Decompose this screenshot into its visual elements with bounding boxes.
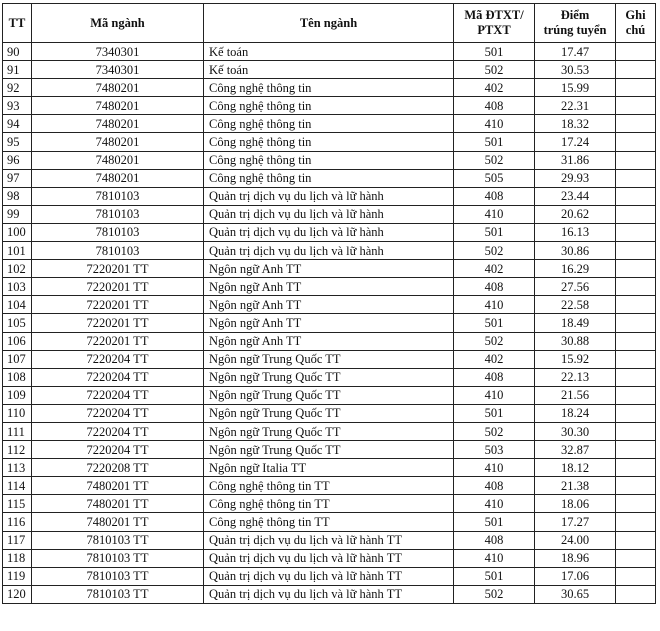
header-tt	[3, 4, 32, 43]
cell-ghi-chu	[616, 151, 656, 169]
table-row	[3, 278, 656, 296]
cell-ma-dtxt: 501	[454, 567, 535, 585]
table-row	[3, 151, 656, 169]
cell-ghi-chu	[616, 97, 656, 115]
table-row	[3, 585, 656, 603]
cell-tt: 91	[3, 61, 32, 79]
cell-ten-nganh: Ngôn ngữ Anh TT	[204, 314, 454, 332]
cell-tt: 95	[3, 133, 32, 151]
cell-ghi-chu	[616, 332, 656, 350]
cell-ghi-chu	[616, 242, 656, 260]
cell-tt: 114	[3, 477, 32, 495]
cell-ma-dtxt: 408	[454, 531, 535, 549]
cell-ma-nganh: 7480201	[32, 97, 204, 115]
cell-ten-nganh: Công nghệ thông tin	[204, 97, 454, 115]
cell-ma-nganh: 7480201	[32, 115, 204, 133]
cell-ma-nganh: 7480201 TT	[32, 513, 204, 531]
cell-ma-dtxt: 501	[454, 404, 535, 422]
cell-tt: 90	[3, 43, 32, 61]
cell-ten-nganh: Ngôn ngữ Trung Quốc TT	[204, 404, 454, 422]
cell-ma-dtxt: 502	[454, 422, 535, 440]
table-row	[3, 115, 656, 133]
header-row	[3, 4, 656, 43]
cell-ma-nganh: 7340301	[32, 61, 204, 79]
cell-tt: 107	[3, 350, 32, 368]
cell-ma-dtxt: 410	[454, 115, 535, 133]
table-row	[3, 567, 656, 585]
cell-tt: 104	[3, 296, 32, 314]
cell-ma-dtxt: 502	[454, 332, 535, 350]
cell-ten-nganh: Ngôn ngữ Trung Quốc TT	[204, 441, 454, 459]
table-row	[3, 422, 656, 440]
cell-ten-nganh: Công nghệ thông tin TT	[204, 495, 454, 513]
cell-ma-nganh: 7810103 TT	[32, 567, 204, 585]
table-row	[3, 459, 656, 477]
cell-diem-trung-tuyen: 22.13	[535, 368, 616, 386]
cell-diem-trung-tuyen: 30.65	[535, 585, 616, 603]
cell-ma-nganh: 7220201 TT	[32, 314, 204, 332]
cell-diem-trung-tuyen: 31.86	[535, 151, 616, 169]
cell-ma-dtxt: 502	[454, 151, 535, 169]
cell-diem-trung-tuyen: 17.24	[535, 133, 616, 151]
cell-ghi-chu	[616, 61, 656, 79]
cell-diem-trung-tuyen: 23.44	[535, 187, 616, 205]
cell-ma-nganh: 7220208 TT	[32, 459, 204, 477]
cell-ma-nganh: 7810103	[32, 187, 204, 205]
table-header	[3, 4, 656, 43]
cell-diem-trung-tuyen: 15.92	[535, 350, 616, 368]
cell-tt: 110	[3, 404, 32, 422]
cell-diem-trung-tuyen: 15.99	[535, 79, 616, 97]
cell-ghi-chu	[616, 115, 656, 133]
cell-tt: 94	[3, 115, 32, 133]
cell-ten-nganh: Công nghệ thông tin TT	[204, 477, 454, 495]
header-tt-label: TT	[8, 15, 26, 30]
cell-diem-trung-tuyen: 16.29	[535, 260, 616, 278]
cell-ma-dtxt: 501	[454, 133, 535, 151]
cell-tt: 118	[3, 549, 32, 567]
cell-ma-nganh: 7810103	[32, 205, 204, 223]
cell-tt: 108	[3, 368, 32, 386]
cell-ma-nganh: 7810103 TT	[32, 549, 204, 567]
table-row	[3, 43, 656, 61]
table-row	[3, 260, 656, 278]
cell-ghi-chu	[616, 350, 656, 368]
cell-tt: 109	[3, 386, 32, 404]
cell-diem-trung-tuyen: 18.96	[535, 549, 616, 567]
table-body	[3, 43, 656, 604]
cell-ghi-chu	[616, 549, 656, 567]
cell-diem-trung-tuyen: 30.53	[535, 61, 616, 79]
cell-diem-trung-tuyen: 18.49	[535, 314, 616, 332]
cell-diem-trung-tuyen: 17.27	[535, 513, 616, 531]
cell-ghi-chu	[616, 260, 656, 278]
cell-ma-nganh: 7220201 TT	[32, 260, 204, 278]
header-ma-dtxt-line1: Mã ĐTXT/	[464, 8, 524, 22]
cell-ma-dtxt: 410	[454, 205, 535, 223]
table-row	[3, 79, 656, 97]
cell-ma-dtxt: 402	[454, 350, 535, 368]
cell-ma-nganh: 7220204 TT	[32, 422, 204, 440]
header-ma-dtxt	[454, 4, 535, 43]
cell-diem-trung-tuyen: 18.12	[535, 459, 616, 477]
cell-ghi-chu	[616, 495, 656, 513]
cell-ghi-chu	[616, 422, 656, 440]
table-row	[3, 61, 656, 79]
cell-ghi-chu	[616, 404, 656, 422]
cell-ghi-chu	[616, 441, 656, 459]
cell-ma-nganh: 7220201 TT	[32, 332, 204, 350]
cell-ma-dtxt: 410	[454, 386, 535, 404]
cell-ma-dtxt: 410	[454, 296, 535, 314]
cell-ghi-chu	[616, 187, 656, 205]
header-ma-dtxt-line2: PTXT	[477, 23, 511, 37]
cell-ma-dtxt: 505	[454, 169, 535, 187]
cell-tt: 111	[3, 422, 32, 440]
cell-ten-nganh: Quản trị dịch vụ du lịch và lữ hành TT	[204, 585, 454, 603]
cell-ten-nganh: Công nghệ thông tin	[204, 115, 454, 133]
cell-ghi-chu	[616, 386, 656, 404]
cell-ma-dtxt: 410	[454, 495, 535, 513]
cell-ma-nganh: 7810103	[32, 242, 204, 260]
cell-ghi-chu	[616, 278, 656, 296]
cell-ma-nganh: 7220204 TT	[32, 368, 204, 386]
cell-diem-trung-tuyen: 27.56	[535, 278, 616, 296]
table-row	[3, 404, 656, 422]
cell-tt: 105	[3, 314, 32, 332]
header-ghi-chu-line2: chú	[625, 23, 646, 37]
cell-ma-dtxt: 402	[454, 79, 535, 97]
cell-ghi-chu	[616, 133, 656, 151]
cell-diem-trung-tuyen: 17.47	[535, 43, 616, 61]
cell-diem-trung-tuyen: 20.62	[535, 205, 616, 223]
header-diem-line1: Điểm	[560, 8, 590, 22]
cell-tt: 116	[3, 513, 32, 531]
cell-tt: 101	[3, 242, 32, 260]
cell-ten-nganh: Ngôn ngữ Trung Quốc TT	[204, 368, 454, 386]
cell-ten-nganh: Công nghệ thông tin	[204, 79, 454, 97]
cell-ghi-chu	[616, 459, 656, 477]
header-ghi-chu	[616, 4, 656, 43]
cell-ma-dtxt: 502	[454, 585, 535, 603]
cell-ma-nganh: 7480201	[32, 133, 204, 151]
header-ma-nganh	[32, 4, 204, 43]
table-row	[3, 350, 656, 368]
cell-ghi-chu	[616, 567, 656, 585]
cell-diem-trung-tuyen: 21.38	[535, 477, 616, 495]
cell-ma-dtxt: 408	[454, 477, 535, 495]
table-row	[3, 531, 656, 549]
cell-ma-dtxt: 502	[454, 242, 535, 260]
cell-ten-nganh: Công nghệ thông tin	[204, 133, 454, 151]
cell-diem-trung-tuyen: 30.86	[535, 242, 616, 260]
table-row	[3, 332, 656, 350]
table-row	[3, 513, 656, 531]
cell-ten-nganh: Ngôn ngữ Anh TT	[204, 332, 454, 350]
cell-ten-nganh: Quản trị dịch vụ du lịch và lữ hành TT	[204, 549, 454, 567]
cell-ghi-chu	[616, 477, 656, 495]
cell-diem-trung-tuyen: 30.30	[535, 422, 616, 440]
cell-tt: 97	[3, 169, 32, 187]
header-ten-nganh-label: Tên ngành	[299, 15, 358, 30]
header-diem	[535, 4, 616, 43]
table-row	[3, 386, 656, 404]
cell-ma-nganh: 7220201 TT	[32, 296, 204, 314]
cell-ma-dtxt: 410	[454, 549, 535, 567]
cell-tt: 117	[3, 531, 32, 549]
cell-ma-dtxt: 408	[454, 278, 535, 296]
cell-tt: 99	[3, 205, 32, 223]
cell-ten-nganh: Quản trị dịch vụ du lịch và lữ hành	[204, 187, 454, 205]
cell-ma-nganh: 7220204 TT	[32, 350, 204, 368]
cell-tt: 98	[3, 187, 32, 205]
cell-ma-nganh: 7480201 TT	[32, 495, 204, 513]
header-diem-line2: trúng tuyển	[543, 23, 607, 37]
cell-ma-nganh: 7340301	[32, 43, 204, 61]
cell-ma-nganh: 7480201	[32, 151, 204, 169]
cell-ghi-chu	[616, 223, 656, 241]
table-row	[3, 368, 656, 386]
cell-ghi-chu	[616, 205, 656, 223]
cell-ten-nganh: Quản trị dịch vụ du lịch và lữ hành	[204, 223, 454, 241]
table-row	[3, 296, 656, 314]
cell-diem-trung-tuyen: 32.87	[535, 441, 616, 459]
header-ten-nganh	[204, 4, 454, 43]
cell-ten-nganh: Kế toán	[204, 61, 454, 79]
cell-tt: 106	[3, 332, 32, 350]
cell-ghi-chu	[616, 169, 656, 187]
cell-ma-dtxt: 501	[454, 513, 535, 531]
cell-diem-trung-tuyen: 29.93	[535, 169, 616, 187]
cell-tt: 92	[3, 79, 32, 97]
cell-ma-nganh: 7220204 TT	[32, 404, 204, 422]
cell-ten-nganh: Quản trị dịch vụ du lịch và lữ hành	[204, 205, 454, 223]
cell-tt: 103	[3, 278, 32, 296]
table-row	[3, 495, 656, 513]
cell-ten-nganh: Công nghệ thông tin TT	[204, 513, 454, 531]
cell-tt: 115	[3, 495, 32, 513]
cell-tt: 96	[3, 151, 32, 169]
cell-ma-nganh: 7220204 TT	[32, 441, 204, 459]
cell-ten-nganh: Ngôn ngữ Italia TT	[204, 459, 454, 477]
cell-tt: 113	[3, 459, 32, 477]
cell-ma-dtxt: 501	[454, 223, 535, 241]
cell-diem-trung-tuyen: 30.88	[535, 332, 616, 350]
cell-ghi-chu	[616, 296, 656, 314]
cell-diem-trung-tuyen: 18.24	[535, 404, 616, 422]
cell-ghi-chu	[616, 79, 656, 97]
cell-ma-nganh: 7810103 TT	[32, 585, 204, 603]
header-ma-nganh-label: Mã ngành	[90, 15, 145, 30]
cell-diem-trung-tuyen: 22.31	[535, 97, 616, 115]
cell-ma-nganh: 7810103 TT	[32, 531, 204, 549]
cell-tt: 100	[3, 223, 32, 241]
cell-ten-nganh: Ngôn ngữ Trung Quốc TT	[204, 386, 454, 404]
cell-ten-nganh: Ngôn ngữ Anh TT	[204, 278, 454, 296]
admission-score-table	[2, 3, 656, 604]
cell-ghi-chu	[616, 314, 656, 332]
cell-ma-nganh: 7810103	[32, 223, 204, 241]
table-row	[3, 97, 656, 115]
cell-diem-trung-tuyen: 22.58	[535, 296, 616, 314]
cell-ten-nganh: Ngôn ngữ Trung Quốc TT	[204, 422, 454, 440]
table-row	[3, 242, 656, 260]
admission-score-table-container	[2, 3, 655, 604]
table-row	[3, 187, 656, 205]
cell-diem-trung-tuyen: 16.13	[535, 223, 616, 241]
cell-ma-nganh: 7220201 TT	[32, 278, 204, 296]
table-row	[3, 314, 656, 332]
cell-ma-dtxt: 501	[454, 43, 535, 61]
cell-diem-trung-tuyen: 18.06	[535, 495, 616, 513]
cell-ten-nganh: Quản trị dịch vụ du lịch và lữ hành TT	[204, 567, 454, 585]
cell-ma-dtxt: 402	[454, 260, 535, 278]
cell-ma-dtxt: 503	[454, 441, 535, 459]
cell-ma-dtxt: 501	[454, 314, 535, 332]
cell-tt: 119	[3, 567, 32, 585]
header-ghi-chu-line1: Ghi	[625, 8, 646, 22]
cell-ten-nganh: Ngôn ngữ Anh TT	[204, 296, 454, 314]
cell-ma-dtxt: 408	[454, 187, 535, 205]
cell-tt: 102	[3, 260, 32, 278]
cell-diem-trung-tuyen: 24.00	[535, 531, 616, 549]
cell-tt: 93	[3, 97, 32, 115]
cell-ma-nganh: 7480201	[32, 79, 204, 97]
table-row	[3, 133, 656, 151]
cell-ma-nganh: 7480201 TT	[32, 477, 204, 495]
cell-diem-trung-tuyen: 18.32	[535, 115, 616, 133]
table-row	[3, 205, 656, 223]
cell-ghi-chu	[616, 368, 656, 386]
table-row	[3, 441, 656, 459]
cell-tt: 112	[3, 441, 32, 459]
cell-ma-nganh: 7480201	[32, 169, 204, 187]
cell-ten-nganh: Kế toán	[204, 43, 454, 61]
cell-ten-nganh: Công nghệ thông tin	[204, 151, 454, 169]
cell-ten-nganh: Ngôn ngữ Trung Quốc TT	[204, 350, 454, 368]
cell-ma-dtxt: 408	[454, 368, 535, 386]
cell-ma-dtxt: 502	[454, 61, 535, 79]
cell-ten-nganh: Quản trị dịch vụ du lịch và lữ hành TT	[204, 531, 454, 549]
table-row	[3, 169, 656, 187]
cell-ghi-chu	[616, 43, 656, 61]
cell-ten-nganh: Công nghệ thông tin	[204, 169, 454, 187]
cell-ten-nganh: Quản trị dịch vụ du lịch và lữ hành	[204, 242, 454, 260]
cell-tt: 120	[3, 585, 32, 603]
cell-ghi-chu	[616, 585, 656, 603]
cell-diem-trung-tuyen: 21.56	[535, 386, 616, 404]
table-row	[3, 477, 656, 495]
cell-ghi-chu	[616, 513, 656, 531]
cell-ma-nganh: 7220204 TT	[32, 386, 204, 404]
cell-diem-trung-tuyen: 17.06	[535, 567, 616, 585]
cell-ghi-chu	[616, 531, 656, 549]
cell-ma-dtxt: 408	[454, 97, 535, 115]
cell-ten-nganh: Ngôn ngữ Anh TT	[204, 260, 454, 278]
table-row	[3, 549, 656, 567]
cell-ma-dtxt: 410	[454, 459, 535, 477]
table-row	[3, 223, 656, 241]
